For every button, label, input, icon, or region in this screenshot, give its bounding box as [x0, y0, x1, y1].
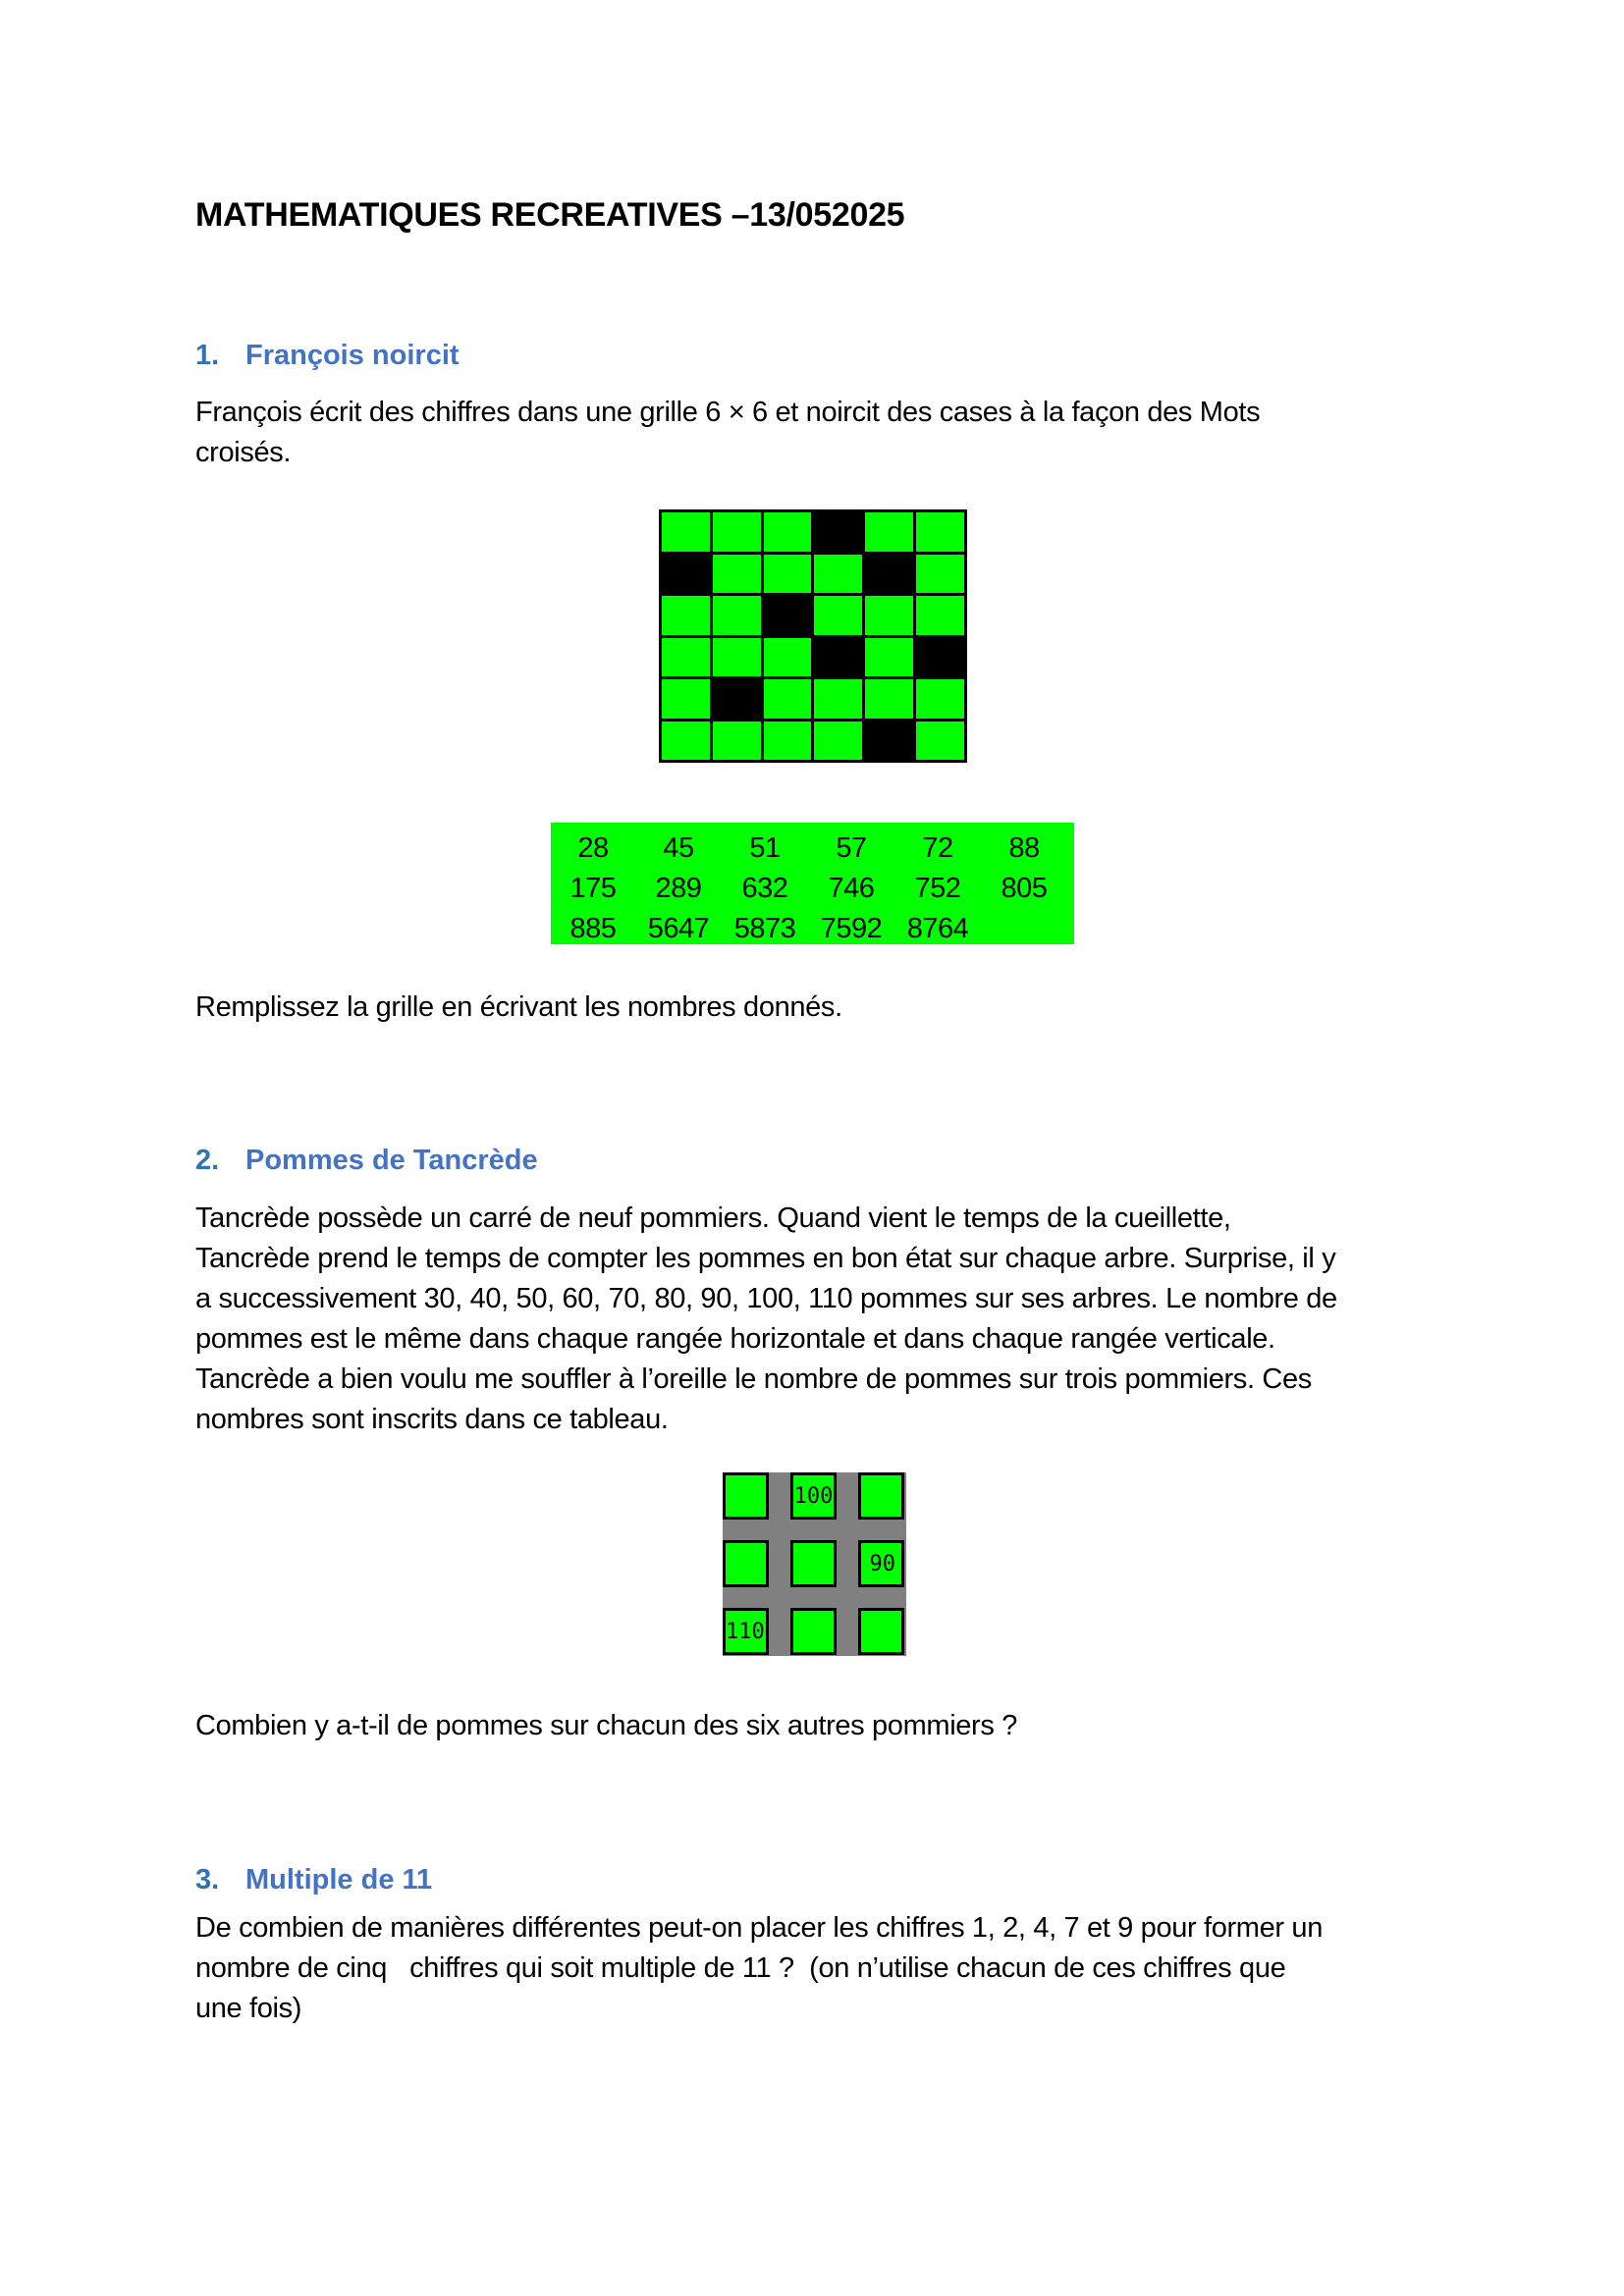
green-cell — [764, 512, 812, 552]
green-cell — [764, 638, 812, 677]
numbers-row — [551, 909, 1074, 949]
apple-tree — [723, 1472, 769, 1520]
apple-tree — [723, 1608, 769, 1655]
black-cell — [814, 638, 862, 677]
green-cell — [916, 512, 964, 552]
black-cell — [814, 512, 862, 552]
question-text: Combien y a-t-il de pommes sur chacun des six autres pommiers ? — [195, 1710, 1018, 1741]
paragraph-line: a successivement 30, 40, 50, 60, 70, 80, 90, 100, 110 pommes sur ses arbres. Le nombre de — [195, 1283, 1337, 1314]
green-cell — [713, 721, 761, 761]
section-1-number: 1. — [195, 340, 220, 371]
section-2-number: 2. — [195, 1145, 220, 1176]
number-item: 72 — [922, 832, 953, 864]
number-item: 746 — [828, 873, 875, 904]
section-2-title: Pommes de Tancrède — [245, 1145, 538, 1176]
number-item: 57 — [836, 832, 867, 864]
numbers-row — [551, 828, 1074, 869]
orchard-grid — [723, 1472, 906, 1656]
green-cell — [713, 555, 761, 594]
number-item: 51 — [749, 832, 781, 864]
number-item: 885 — [569, 913, 617, 944]
paragraph-line: François écrit des chiffres dans une grille 6 × 6 et noircit des cases à la façon des Mots — [195, 397, 1261, 428]
black-cell — [865, 721, 913, 761]
apple-tree — [790, 1472, 837, 1520]
green-cell — [916, 596, 964, 635]
tree-count: 110 — [726, 1619, 765, 1644]
number-item: 88 — [1008, 832, 1040, 864]
number-item: 289 — [655, 873, 702, 904]
tree-count: 100 — [793, 1483, 834, 1509]
number-item: 28 — [577, 832, 609, 864]
green-cell — [662, 596, 710, 635]
number-item: 175 — [569, 873, 617, 904]
paragraph-line: De combien de manières différentes peut-on placer les chiffres 1, 2, 4, 7 et 9 pour former un — [195, 1912, 1323, 1944]
section-1-title: François noircit — [245, 340, 460, 371]
black-cell — [662, 555, 710, 594]
black-cell — [713, 679, 761, 719]
apple-tree — [790, 1608, 837, 1655]
numbers-box — [551, 823, 1074, 944]
paragraph-line: nombres sont inscrits dans ce tableau. — [195, 1404, 669, 1435]
paragraph-line: pommes est le même dans chaque rangée horizontale et dans chaque rangée verticale. — [195, 1323, 1275, 1355]
black-cell — [916, 638, 964, 677]
green-cell — [865, 638, 913, 677]
question-text: Remplissez la grille en écrivant les nombres donnés. — [195, 991, 842, 1023]
paragraph-line: Tancrède prend le temps de compter les pommes en bon état sur chaque arbre. Surprise, il y — [195, 1243, 1336, 1274]
number-item: 7592 — [820, 913, 883, 944]
green-cell — [916, 721, 964, 761]
green-cell — [713, 638, 761, 677]
apple-tree — [858, 1540, 904, 1587]
green-cell — [865, 679, 913, 719]
apple-tree — [790, 1540, 837, 1587]
apple-tree — [858, 1472, 904, 1520]
crossword-grid — [659, 509, 967, 763]
green-cell — [814, 555, 862, 594]
apple-tree — [858, 1608, 904, 1655]
black-cell — [764, 596, 812, 635]
green-cell — [662, 638, 710, 677]
number-item: 8764 — [906, 913, 969, 944]
section-2-intro — [195, 1199, 1442, 1440]
section-3-heading — [195, 1864, 432, 1896]
green-cell — [764, 555, 812, 594]
green-cell — [865, 512, 913, 552]
green-cell — [662, 679, 710, 719]
number-item: 5647 — [647, 913, 710, 944]
section-3-number: 3. — [195, 1864, 220, 1896]
green-cell — [916, 555, 964, 594]
green-cell — [662, 512, 710, 552]
number-item: 805 — [1001, 873, 1048, 904]
paragraph-line: une fois) — [195, 1993, 302, 2024]
paragraph-line: Tancrède a bien voulu me souffler à l’oreille le nombre de pommes sur trois pommiers. Ces — [195, 1363, 1312, 1395]
green-cell — [814, 596, 862, 635]
section-3-intro — [195, 1908, 1442, 2029]
document-title: MATHEMATIQUES RECREATIVES –13/052025 — [195, 196, 905, 234]
green-cell — [662, 721, 710, 761]
number-item: 752 — [914, 873, 961, 904]
green-cell — [865, 596, 913, 635]
tree-count: 90 — [869, 1551, 895, 1576]
number-item: 5873 — [733, 913, 796, 944]
black-cell — [865, 555, 913, 594]
section-1-question — [195, 988, 1442, 1028]
section-2-question — [195, 1706, 1442, 1746]
apple-tree — [723, 1540, 769, 1587]
numbers-row — [551, 869, 1074, 909]
green-cell — [764, 721, 812, 761]
paragraph-line: nombre de cinq chiffres qui soit multiple de 11 ? (on n’utilise chacun de ces chiffres que — [195, 1952, 1286, 1984]
green-cell — [814, 721, 862, 761]
green-cell — [814, 679, 862, 719]
paragraph-line: croisés. — [195, 437, 292, 468]
green-cell — [916, 679, 964, 719]
section-3-title: Multiple de 11 — [245, 1864, 433, 1896]
green-cell — [764, 679, 812, 719]
green-cell — [713, 596, 761, 635]
section-1-intro — [195, 393, 1442, 473]
number-item: 45 — [663, 832, 694, 864]
paragraph-line: Tancrède possède un carré de neuf pommiers. Quand vient le temps de la cueillette, — [195, 1202, 1231, 1234]
green-cell — [713, 512, 761, 552]
section-2-heading — [195, 1145, 538, 1177]
section-1-heading — [195, 340, 460, 372]
number-item: 632 — [741, 873, 788, 904]
